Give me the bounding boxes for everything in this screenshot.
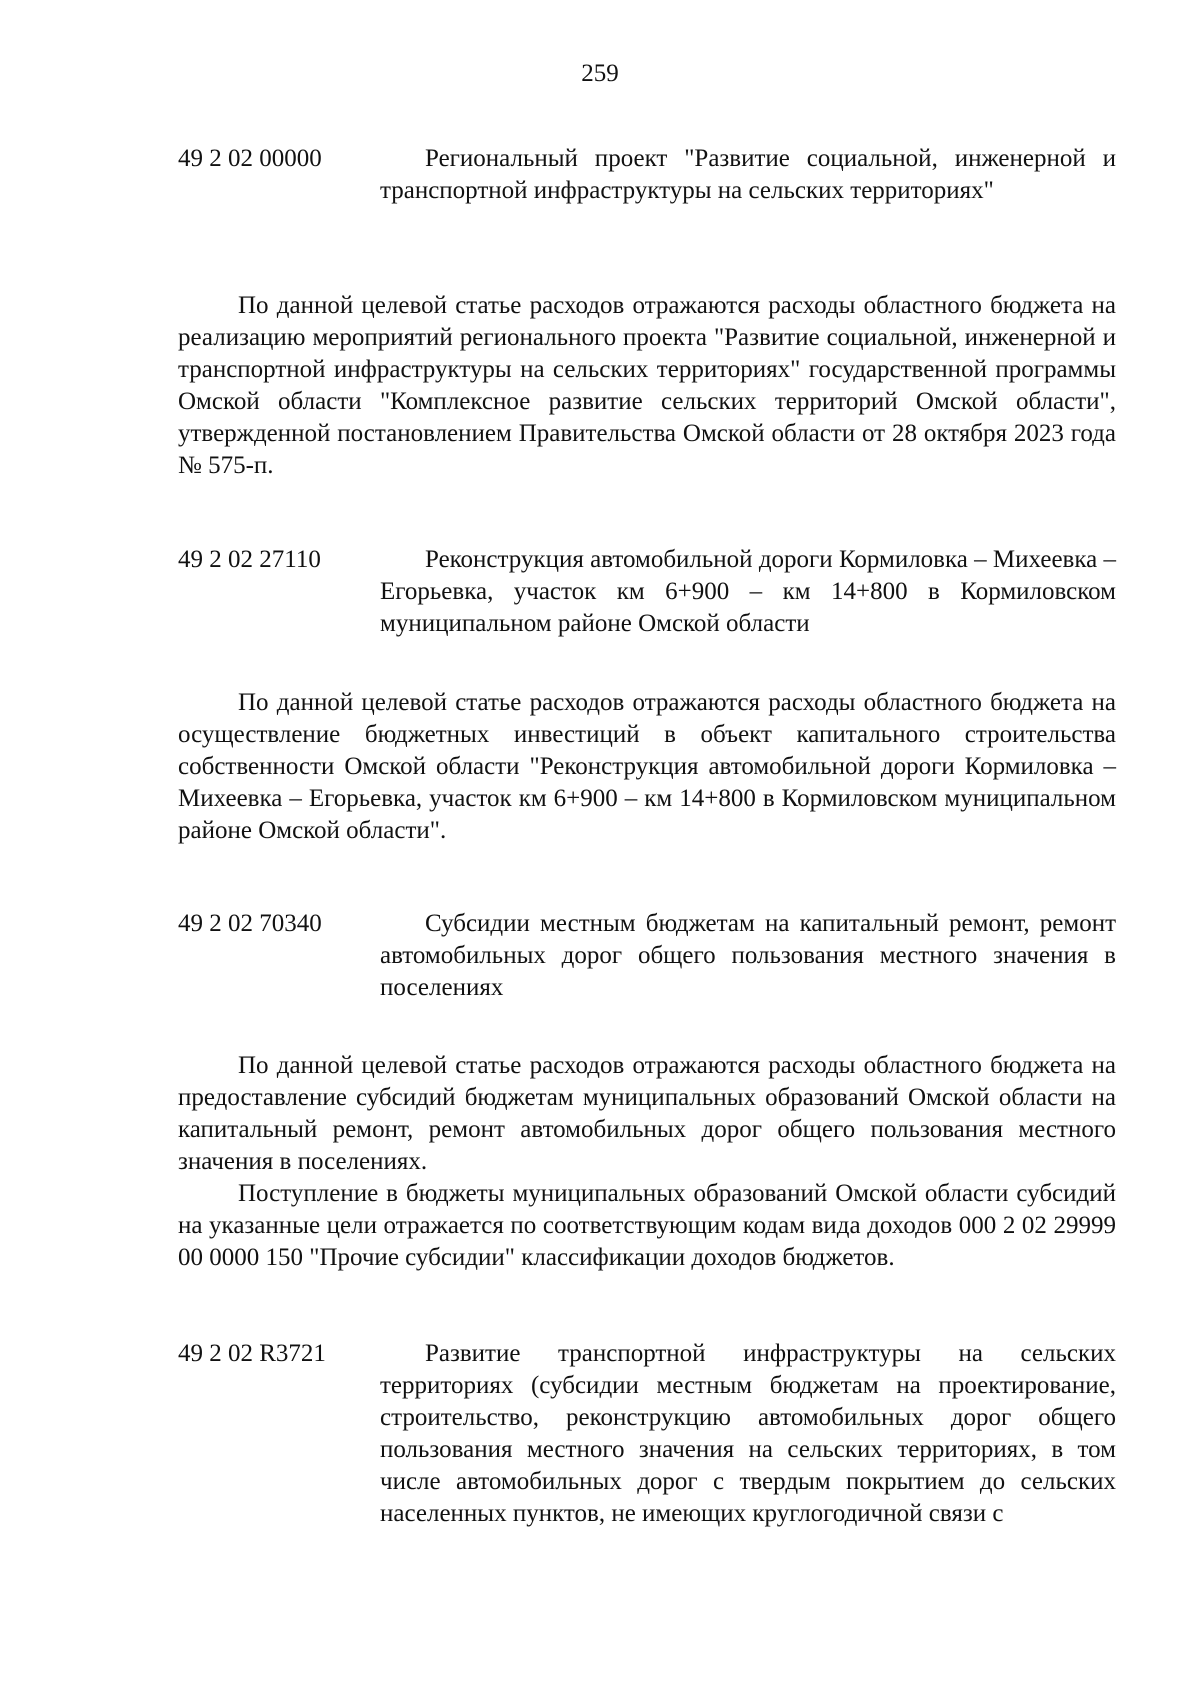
budget-code: 49 2 02 R3721	[178, 1340, 326, 1367]
budget-entry-title: Развитие транспортной инфраструктуры на сельских территориях (субсидии местным бюджетам на проектирование, строительство, реконструкцию автомобильных дорог общего пользования местного значения на сельских территориях, в том числе автомобильных дорог с твердым покрытием до сельских населенных пунктов, не имеющих круглогодичной связи с	[380, 1340, 1116, 1527]
budget-entry-heading	[178, 143, 1116, 207]
description-paragraph: Поступление в бюджеты муниципальных образований Омской области субсидий на указанные цели отражается по соответствующим кодам вида доходов 000 2 02 29999 00 0000 150 "Прочие субсидии" классификации доходов бюджетов.	[178, 1180, 1116, 1271]
page-number: 259	[581, 60, 619, 87]
budget-entry-title: Субсидии местным бюджетам на капитальный ремонт, ремонт автомобильных дорог общего пользования местного значения в поселениях	[380, 910, 1116, 1001]
budget-entry-heading	[178, 1338, 1116, 1530]
budget-entry-title: Реконструкция автомобильной дороги Кормиловка – Михеевка – Егорьевка, участок км 6+900 – км 14+800 в Кормиловском муниципальном районе Омской области	[380, 546, 1116, 637]
budget-entry-heading	[178, 544, 1116, 640]
description-paragraph: По данной целевой статье расходов отражаются расходы областного бюджета на реализацию мероприятий регионального проекта "Развитие социальной, инженерной и транспортной инфраструктуры на сельских территориях" государственной программы Омской области "Комплексное развитие сельских территорий Омской области", утвержденной постановлением Правительства Омской области от 28 октября 2023 года № 575-п.	[178, 292, 1116, 479]
description-paragraph: По данной целевой статье расходов отражаются расходы областного бюджета на осуществление бюджетных инвестиций в объект капитального строительства собственности Омской области "Реконструкция автомобильной дороги Кормиловка – Михеевка – Егорьевка, участок км 6+900 – км 14+800 в Кормиловском муниципальном районе Омской области".	[178, 689, 1116, 844]
budget-entry-title: Региональный проект "Развитие социальной, инженерной и транспортной инфраструктуры на сельских территориях"	[380, 145, 1116, 204]
budget-entry-heading	[178, 908, 1116, 1004]
budget-code: 49 2 02 70340	[178, 910, 322, 937]
description-paragraph: По данной целевой статье расходов отражаются расходы областного бюджета на предоставление субсидий бюджетам муниципальных образований Омской области на капитальный ремонт, ремонт автомобильных дорог общего пользования местного значения в поселениях.	[178, 1052, 1116, 1175]
budget-code: 49 2 02 00000	[178, 145, 322, 172]
budget-code: 49 2 02 27110	[178, 546, 321, 573]
